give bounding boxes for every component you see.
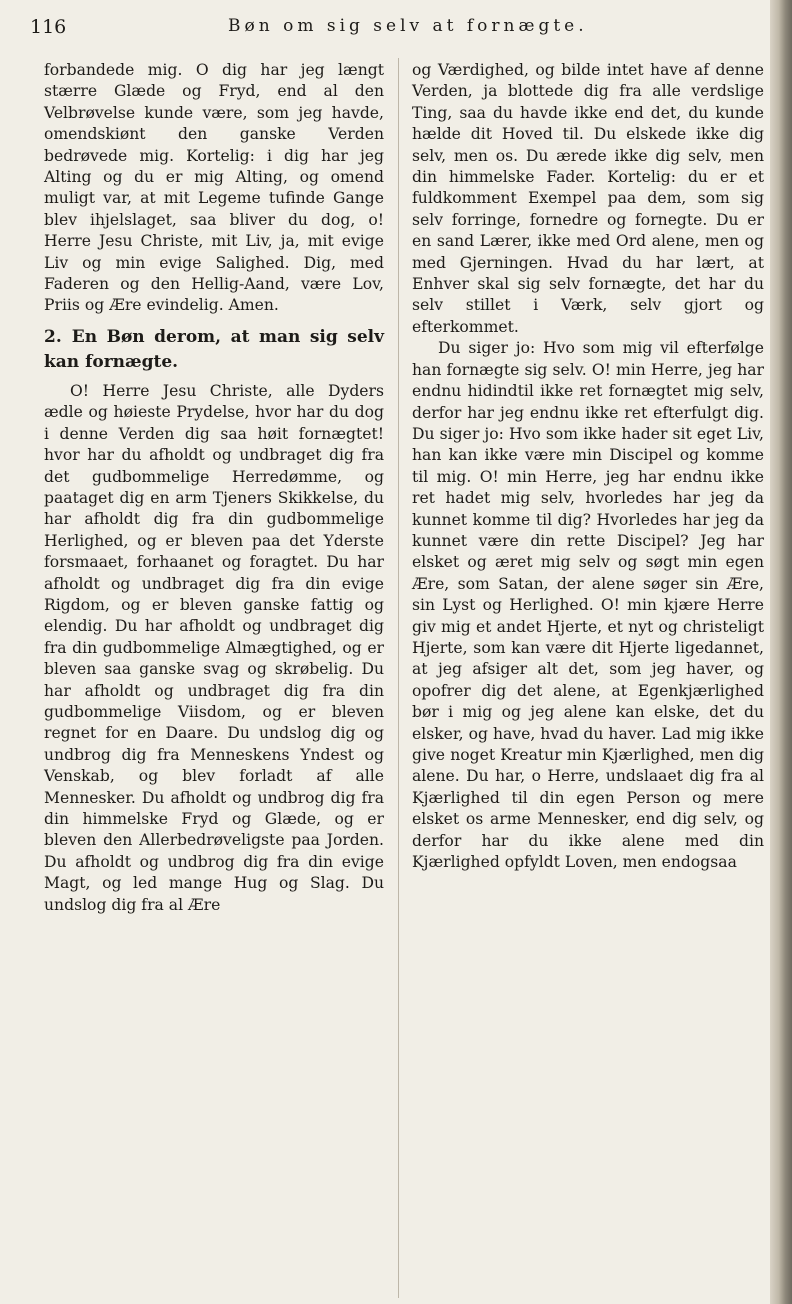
page-edge: [770, 0, 792, 1304]
section-number: 2.: [44, 326, 62, 347]
paragraph-right-one: og Værdighed, og bilde intet have af denne Verden, ja blottede dig fra alle verdslige Ting, saa du havde ikke end det, du kunde hælde dit Hoved til. Du elskede ikke dig selv, men os. Du ærede ikke dig selv, men din himmelske Fader. Kortelig: du er et fuldkomment Exempel paa dem, som sig selv forringe, fornedre og fornegte. Du er en sand Lærer, ikke med Ord alene, men og med Gjerningen. Hvad du har lært, at Enhver skal sig selv fornægte, det har du selv stillet i Værk, selv gjort og efterkommet.: [412, 61, 764, 336]
page-number: 116: [30, 16, 67, 38]
left-column: [44, 60, 384, 916]
right-column: [412, 60, 764, 873]
paragraph-continuation: forbandede mig. O dig har jeg længt stærre Glæde og Fryd, end al den Velbrøvelse kunde være, som jeg havde, omendskiønt den ganske Verden bedrøvede mig. Kortelig: i dig har jeg Alting og du er mig Alting, og omend muligt var, at mit Legeme tufinde Gange blev ihjelslaget, saa bliver du dog, o! Herre Jesu Christe, mit Liv, ja, mit evige Liv og min evige Salighed. Dig, med Faderen og den Hellig-Aand, være Lov, Priis og Ære evindelig. Amen.: [44, 61, 384, 315]
page-header: [30, 12, 760, 46]
running-title: Bøn om sig selv at fornægte.: [228, 16, 588, 36]
paragraph-body: O! Herre Jesu Christe, alle Dyders ædle og høieste Prydelse, hvor har du dog i denne Verden dig saa høit fornægtet! hvor har du afholdt og undbraget dig fra det gudbommelige Herredømme, og paataget dig en arm Tjeners Skikkelse, du har afholdt dig fra din gudbommelige Herlighed, og er bleven paa det Yderste forsmaaet, forhaanet og foragtet. Du har afholdt og undbraget dig fra din evige Rigdom, og er bleven ganske fattig og elendig. Du har afholdt og undbraget dig fra din gudbommelige Almægtighed, og er bleven saa ganske svag og skrøbelig. Du har afholdt og undbraget dig fra din gudbommelige Viisdom, og er bleven regnet for en Daare. Du undslog dig og undbrog dig fra Menneskens Yndest og Venskab, og blev forladt af alle Mennesker. Du afholdt og undbrog dig fra din himmelske Fryd og Glæde, og er bleven den Allerbedrøveligste paa Jorden. Du afholdt og undbrog dig fra din evige Magt, og led mange Hug og Slag. Du undslog dig fra al Ære: [44, 381, 384, 914]
section-title: En Bøn derom, at man sig selv kan fornægte.: [44, 326, 384, 372]
column-divider: [398, 58, 399, 1298]
section-heading: [44, 325, 384, 375]
paragraph-right-two: Du siger jo: Hvo som mig vil efterfølge han fornægte sig selv. O! min Herre, jeg har endnu hidindtil ikke ret fornægtet mig selv, derfor har jeg endnu ikke ret efterfulgt dig. Du siger jo: Hvo som ikke hader sit eget Liv, han kan ikke være min Discipel og komme til mig. O! min Herre, jeg har endnu ikke ret hadet mig selv, hvorledes har jeg da kunnet komme til dig? Hvorledes har jeg da kunnet være din rette Discipel? Jeg har elsket og æret mig selv og søgt min egen Ære, som Satan, der alene søger sin Ære, sin Lyst og Herlighed. O! min kjære Herre giv mig et andet Hjerte, et nyt og christeligt Hjerte, som kan være dit Hjerte ligedannet, at jeg afsiger alt det, som jeg haver, og opofrer dig det alene, at Egenkjærlighed bør i mig og jeg alene kan elske, det du elsker, og have, hvad du haver. Lad mig ikke give noget Kreatur min Kjærlighed, men dig alene. Du har, o Herre, undslaaet dig fra al Kjærlighed til din egen Person og mere elsket os arme Mennesker, end dig selv, og derfor har du ikke alene med din Kjærlighed opfyldt Loven, men endogsaa: [412, 339, 764, 872]
